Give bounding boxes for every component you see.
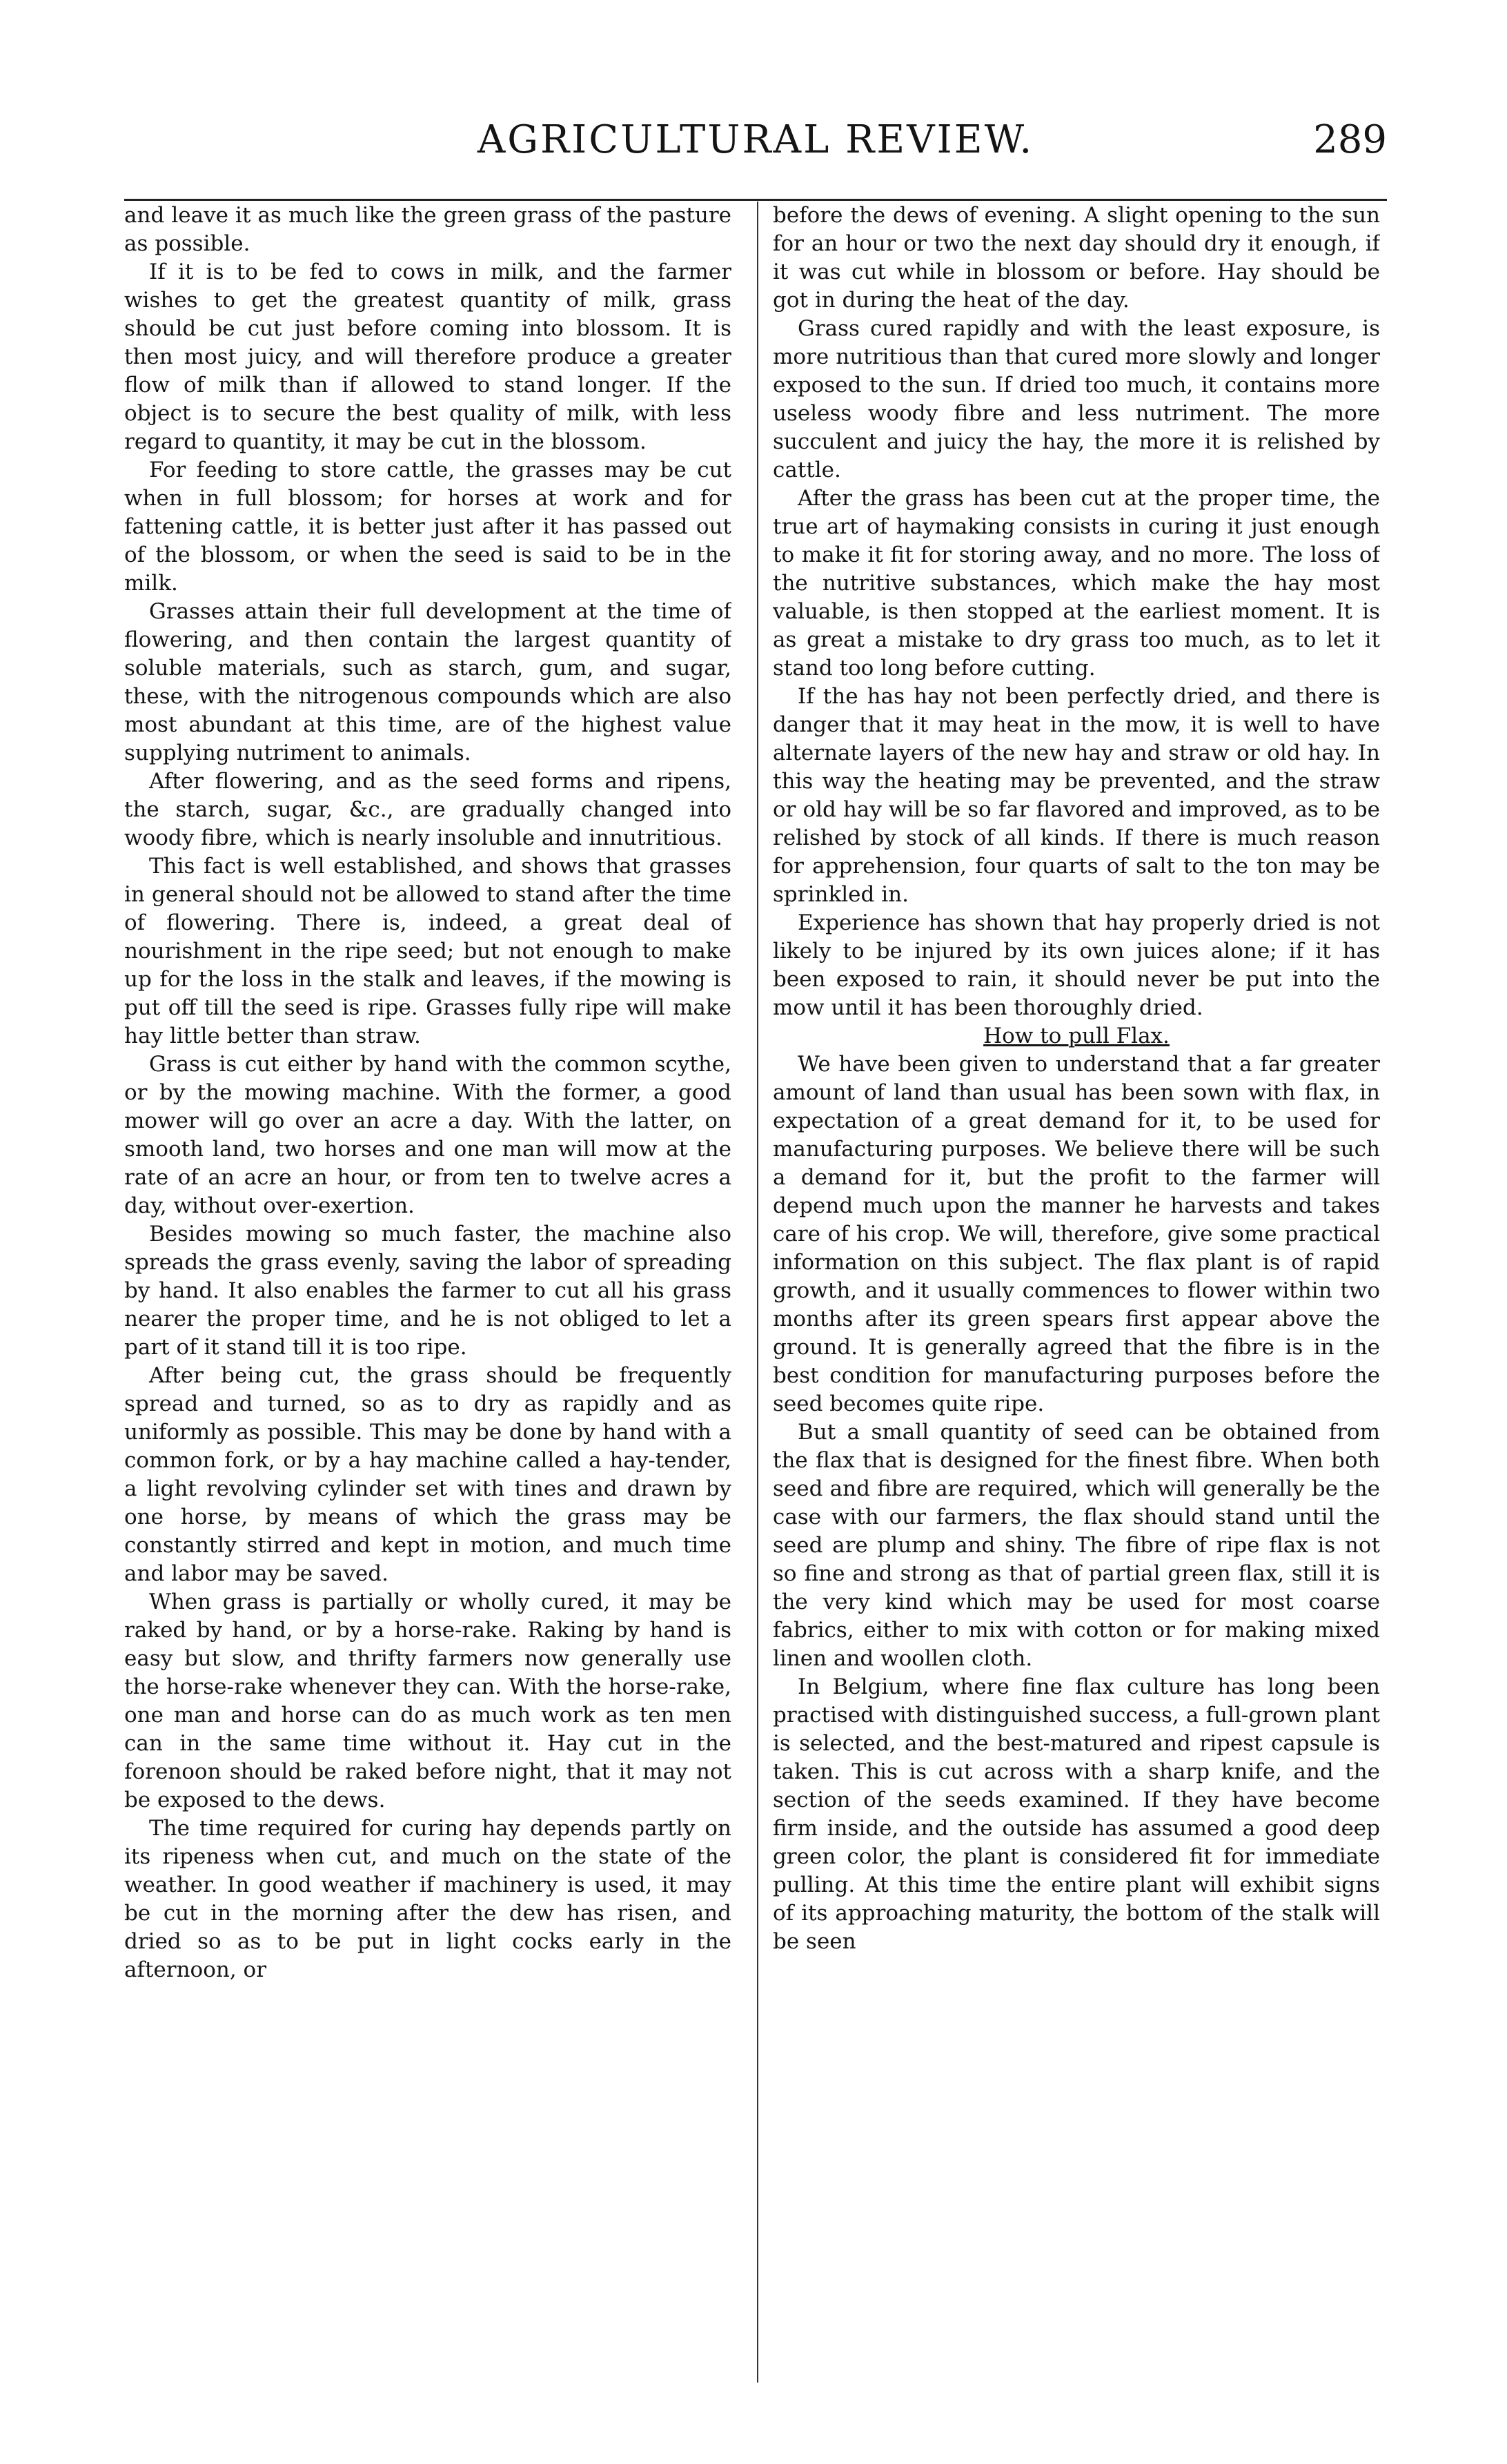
paragraph: before the dews of evening. A slight opening to the sun for an hour or two the next day should dry it enough, if it was cut while in blossom or before. Hay should be got in during the heat of the day. (773, 203, 1380, 313)
paragraph: Grass is cut either by hand with the common scythe, or by the mowing machine. With the former, a good mower will go over an acre a day. With the latter, on smooth land, two horses and one man will mow at the rate of an acre an hour, or from ten to twelve acres a day, without over-exertion. (124, 1052, 731, 1218)
running-title: AGRICULTURAL REVIEW. (477, 117, 1034, 162)
paragraph: Experience has shown that hay properly dried is not likely to be injured by its own juices alone; if it has been exposed to rain, it should never be put into the mow until it has been thoroughly dried. (773, 910, 1380, 1020)
paragraph: If the has hay not been perfectly dried, and there is danger that it may heat in the mow, it is well to have alternate layers of the new hay and straw or old hay. In this way the heating may be prevented, and the straw or old hay will be so far flavored and improved, as to be relished by stock of all kinds. If there is much reason for apprehension, four quarts of salt to the ton may be sprinkled in. (773, 684, 1380, 907)
section-heading: How to pull Flax. (983, 1024, 1170, 1048)
paragraph: After flowering, and as the seed forms and ripens, the starch, sugar, &c., are gradually changed into woody fibre, which is nearly insoluble and innutritious. (124, 769, 731, 850)
paragraph: But a small quantity of seed can be obtained from the flax that is designed for the finest fibre. When both seed and fibre are required, which will generally be the case with our farmers, the flax should stand until the seed are plump and shiny. The fibre of ripe flax is not so fine and strong as that of partial green flax, still it is the very kind which may be used for most coarse fabrics, either to mix with cotton or for making mixed linen and woollen cloth. (773, 1420, 1380, 1671)
paragraph: If it is to be fed to cows in milk, and the farmer wishes to get the greatest quantity of milk, grass should be cut just before coming into blossom. It is then most juicy, and will therefore produce a greater flow of milk than if allowed to stand longer. If the object is to secure the best quality of milk, with less regard to quantity, it may be cut in the blossom. (124, 260, 731, 454)
left-column (124, 202, 731, 2383)
column-divider (757, 202, 758, 2383)
paragraph: For feeding to store cattle, the grasses may be cut when in full blossom; for horses at work and for fattening cattle, it is better just after it has passed out of the blossom, or when the seed is said to be in the milk. (124, 458, 731, 596)
paragraph: and leave it as much like the green grass of the pasture as possible. (124, 203, 731, 256)
paragraph: The time required for curing hay depends partly on its ripeness when cut, and much on the state of the weather. In good weather if machinery is used, it may be cut in the morning after the dew has risen, and dried so as to be put in light cocks early in the afternoon, or (124, 1816, 731, 1982)
paragraph: This fact is well established, and shows that grasses in general should not be allowed to stand after the time of flowering. There is, indeed, a great deal of nourishment in the ripe seed; but not enough to make up for the loss in the stalk and leaves, if the mowing is put off till the seed is ripe. Grasses fully ripe will make hay little better than straw. (124, 854, 731, 1048)
paragraph: Grasses attain their full development at the time of flowering, and then contain the largest quantity of soluble materials, such as starch, gum, and sugar, these, with the nitrogenous compounds which are also most abundant at this time, are of the highest value supplying nutriment to animals. (124, 599, 731, 765)
page-header (124, 116, 1387, 164)
paragraph: Besides mowing so much faster, the machine also spreads the grass evenly, saving the labor of spreading by hand. It also enables the farmer to cut all his grass nearer the proper time, and he is not obliged to let a part of it stand till it is too ripe. (124, 1222, 731, 1360)
paragraph: Grass cured rapidly and with the least exposure, is more nutritious than that cured more slowly and longer exposed to the sun. If dried too much, it contains more useless woody fibre and less nutriment. The more succulent and juicy the hay, the more it is relished by cattle. (773, 316, 1380, 482)
paragraph: When grass is partially or wholly cured, it may be raked by hand, or by a horse-rake. Raking by hand is easy but slow, and thrifty farmers now generally use the horse-rake whenever they can. With the horse-rake, one man and horse can do as much work as ten men can in the same time without it. Hay cut in the forenoon should be raked before night, that it may not be exposed to the dews. (124, 1590, 731, 1812)
paragraph: After the grass has been cut at the proper time, the true art of haymaking consists in curing it just enough to make it fit for storing away, and no more. The loss of the nutritive substances, which make the hay most valuable, is then stopped at the earliest moment. It is as great a mistake to dry grass too much, as to let it stand too long before cutting. (773, 486, 1380, 681)
paragraph: After being cut, the grass should be frequently spread and turned, so as to dry as rapidly and as uniformly as possible. This may be done by hand with a common fork, or by a hay machine called a hay-tender, a light revolving cylinder set with tines and drawn by one horse, by means of which the grass may be constantly stirred and kept in motion, and much time and labor may be saved. (124, 1363, 731, 1586)
paragraph: In Belgium, where fine flax culture has long been practised with distinguished success, a full-grown plant is selected, and the best-matured and ripest capsule is taken. This is cut across with a sharp knife, and the section of the seeds examined. If they have become firm inside, and the outside has assumed a good deep green color, the plant is considered fit for immediate pulling. At this time the entire plant will exhibit signs of its approaching maturity, the bottom of the stalk will be seen (773, 1674, 1380, 1954)
right-column (773, 202, 1380, 2383)
page-number: 289 (1313, 117, 1387, 162)
paragraph: We have been given to understand that a far greater amount of land than usual has been sown with flax, in expectation of a great demand for it, to be used for manufacturing purposes. We believe there will be such a demand for it, but the profit to the farmer will depend much upon the manner he harvests and takes care of his crop. We will, therefore, give some practical information on this subject. The flax plant is of rapid growth, and it usually commences to flower within two months after its green spears first appear above the ground. It is generally agreed that the fibre is in the best condition for manufacturing purposes before the seed becomes quite ripe. (773, 1052, 1380, 1416)
header-rule (124, 199, 1387, 201)
